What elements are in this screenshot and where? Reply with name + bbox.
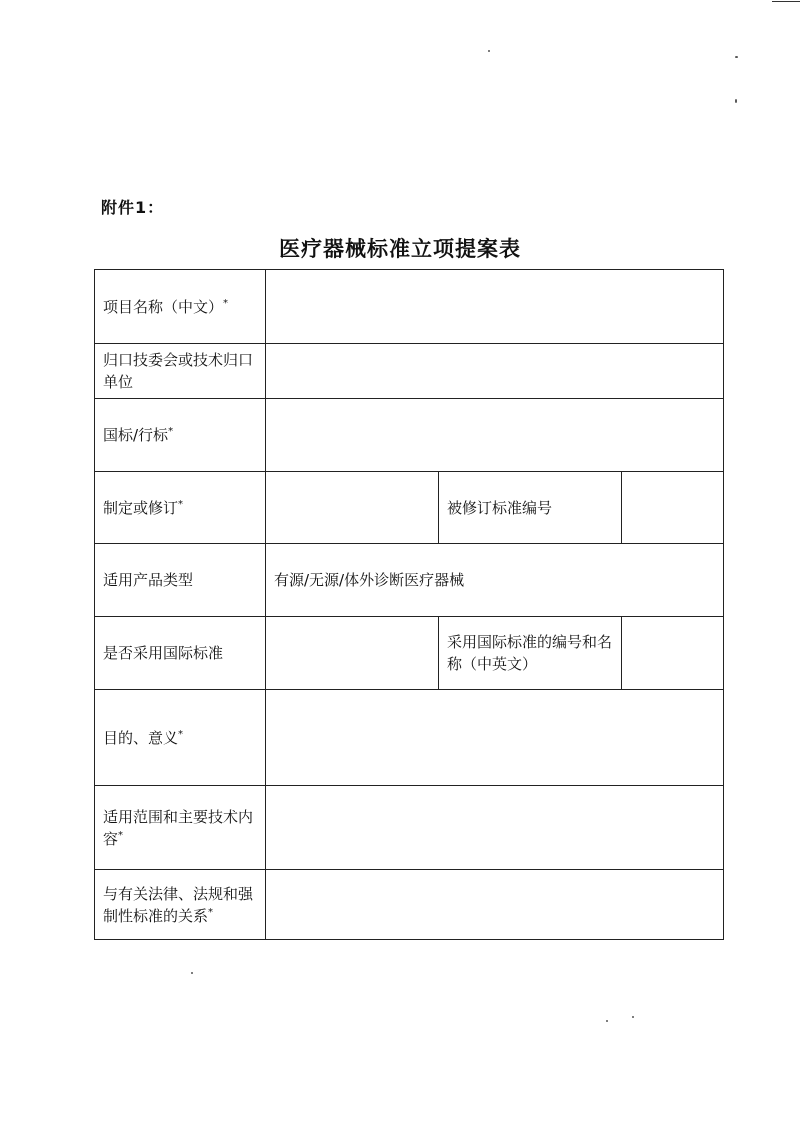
input-cell[interactable]	[266, 617, 439, 690]
row-label-text: 是否采用国际标准	[103, 644, 224, 662]
input-cell[interactable]	[266, 472, 439, 544]
row-label-text: 与有关法律、法规和强制性标准的关系	[103, 884, 254, 925]
input-cell[interactable]	[266, 270, 724, 344]
form-row	[95, 690, 724, 786]
required-mark: *	[118, 829, 124, 841]
form-row	[95, 472, 724, 544]
row-label	[95, 270, 266, 344]
proposal-form-table	[94, 269, 724, 940]
row-label-text: 目的、意义	[103, 728, 179, 747]
row-label	[95, 344, 266, 399]
row-label	[95, 544, 266, 617]
row-label-text: 归口技委会或技术归口单位	[103, 351, 254, 391]
row-label	[95, 399, 266, 472]
row-label-text: 适用产品类型	[103, 571, 194, 589]
value-cell[interactable]	[266, 544, 724, 617]
input-cell[interactable]	[622, 472, 724, 544]
input-cell[interactable]	[622, 617, 724, 690]
scan-speck	[735, 99, 737, 103]
required-mark: *	[178, 728, 184, 740]
row-label	[95, 472, 266, 544]
form-row	[95, 544, 724, 617]
row-label	[95, 870, 266, 940]
scan-speck	[632, 1016, 634, 1018]
sub-label-text: 被修订标准编号	[447, 498, 553, 517]
scan-speck	[191, 972, 193, 974]
sub-label	[439, 617, 622, 690]
required-mark: *	[208, 906, 214, 918]
required-mark: *	[178, 498, 184, 510]
row-label	[95, 786, 266, 870]
input-cell[interactable]	[266, 690, 724, 786]
scan-speck	[488, 50, 490, 52]
form-row	[95, 344, 724, 399]
sub-label-text: 采用国际标准的编号和名称（中英文）	[447, 633, 613, 673]
attachment-label: 附件1：	[101, 198, 165, 217]
form-row	[95, 617, 724, 690]
scan-speck	[606, 1020, 608, 1022]
row-label-text: 国标/行标	[103, 426, 169, 444]
form-row	[95, 786, 724, 870]
form-title: 医疗器械标准立项提案表	[279, 237, 521, 261]
required-mark: *	[223, 297, 229, 309]
row-label-text: 适用范围和主要技术内容	[103, 807, 254, 848]
sub-label	[439, 472, 622, 544]
row-label-text: 制定或修订	[103, 498, 179, 517]
form-row	[95, 870, 724, 940]
input-cell[interactable]	[266, 399, 724, 472]
form-row	[95, 270, 724, 344]
input-cell[interactable]	[266, 786, 724, 870]
product-type-value: 有源/无源/体外诊断医疗器械	[274, 571, 465, 589]
scan-edge-line	[772, 1, 800, 2]
scan-speck	[735, 56, 738, 58]
input-cell[interactable]	[266, 344, 724, 399]
row-label	[95, 690, 266, 786]
form-row	[95, 399, 724, 472]
row-label	[95, 617, 266, 690]
required-mark: *	[168, 426, 174, 437]
row-label-text: 项目名称（中文）	[103, 297, 224, 316]
input-cell[interactable]	[266, 870, 724, 940]
